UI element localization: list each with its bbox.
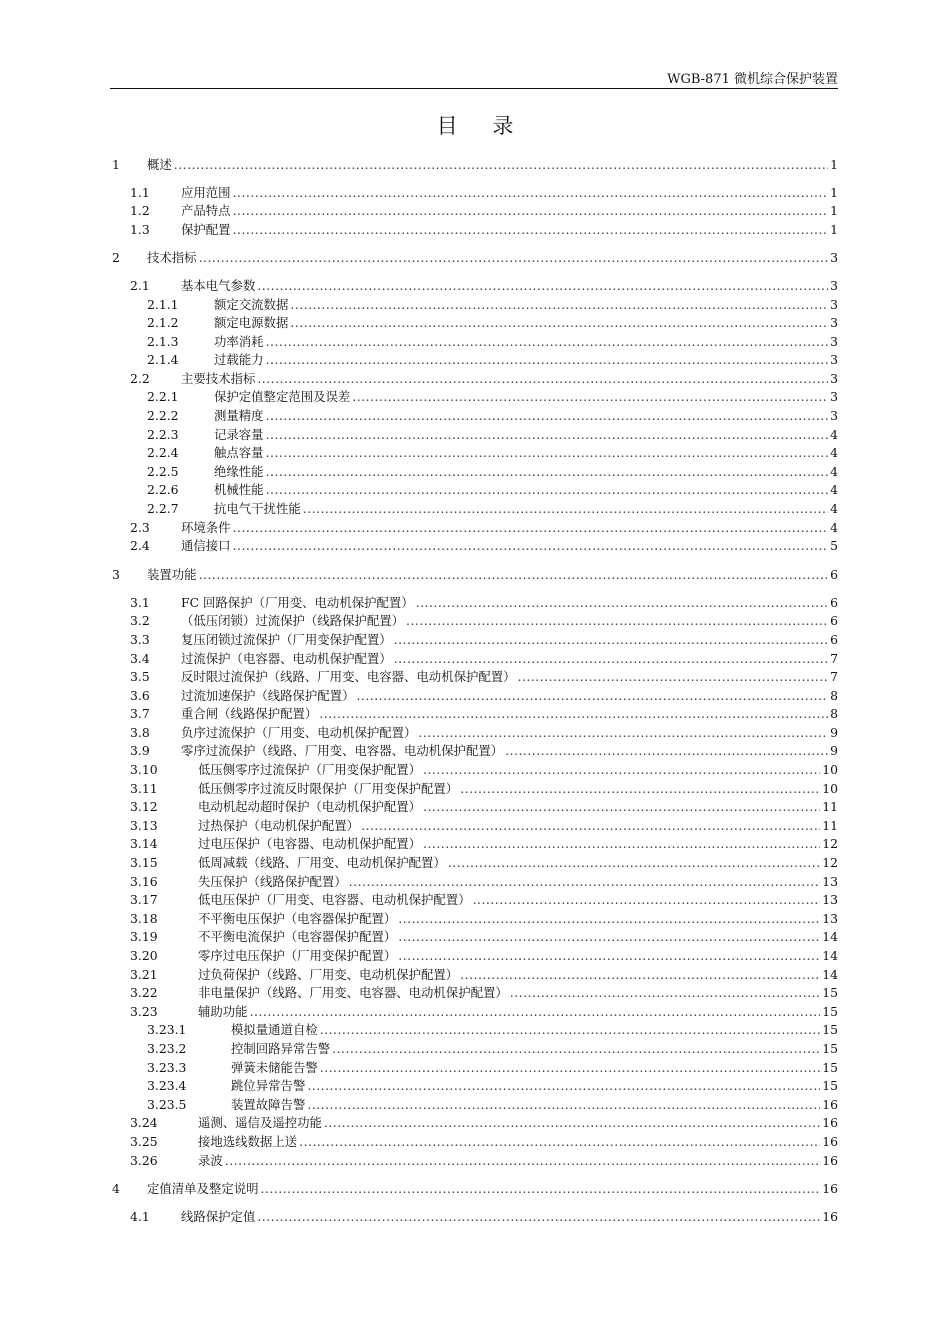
dot-leader: [266, 463, 828, 481]
toc-entry-page: 3: [830, 352, 838, 367]
toc-entry-page: 3: [830, 315, 838, 330]
dot-leader: [394, 650, 828, 668]
toc-entry-number: 3.23.4: [147, 1078, 187, 1093]
toc-entry-number: 2.1.4: [147, 352, 179, 367]
toc-entry-number: 2.2.1: [147, 389, 179, 404]
toc-entry-page: 4: [830, 445, 838, 460]
toc-entry-title: 低周减载（线路、厂用变、电动机保护配置）: [198, 855, 446, 870]
toc-entry-page: 10: [822, 781, 838, 796]
toc-entry-page: 15: [822, 1022, 838, 1037]
toc-entry-number: 2.1.3: [147, 334, 179, 349]
toc-entry-number: 3.4: [130, 651, 150, 666]
dot-leader: [423, 798, 820, 816]
toc-entry-number: 3.5: [130, 669, 150, 684]
dot-leader: [423, 761, 820, 779]
toc-entry[interactable]: [112, 463, 838, 481]
toc-entry-page: 3: [830, 371, 838, 386]
toc-entry-number: 2.2.6: [147, 482, 179, 497]
toc-entry-page: 9: [830, 743, 838, 758]
dot-leader: [361, 817, 820, 835]
toc-entry-title: 不平衡电流保护（电容器保护配置）: [198, 929, 397, 944]
toc-entry-page: 6: [830, 595, 838, 610]
toc-entry-number: 3.18: [130, 911, 158, 926]
toc-entry[interactable]: [112, 1021, 838, 1039]
toc-entry-title: 电动机起动超时保护（电动机保护配置）: [198, 799, 422, 814]
dot-leader: [473, 891, 821, 909]
toc-entry-number: 2.1.2: [147, 315, 179, 330]
toc-entry-page: 13: [822, 892, 838, 907]
dot-leader: [174, 156, 828, 174]
toc-entry[interactable]: [112, 873, 838, 891]
toc-entry-page: 15: [822, 1004, 838, 1019]
toc-entry[interactable]: [112, 835, 838, 853]
toc-entry-page: 4: [830, 464, 838, 479]
toc-entry-title: 产品特点: [181, 203, 231, 218]
toc-entry-page: 16: [822, 1115, 838, 1130]
toc-entry-title: 重合闸（线路保护配置）: [181, 706, 318, 721]
toc-entry[interactable]: [112, 202, 838, 220]
dot-leader: [266, 351, 828, 369]
toc-entry-number: 3.19: [130, 929, 158, 944]
toc-entry-page: 15: [822, 1060, 838, 1075]
toc-entry-page: 15: [822, 1078, 838, 1093]
toc-entry-title: 过电压保护（电容器、电动机保护配置）: [198, 836, 422, 851]
toc-entry-title: 零序过电压保护（厂用变保护配置）: [198, 948, 397, 963]
dot-leader: [299, 1133, 820, 1151]
dot-leader: [418, 724, 828, 742]
toc-entry[interactable]: [112, 481, 838, 499]
toc-entry-page: 9: [830, 725, 838, 740]
dot-leader: [320, 1021, 820, 1039]
dot-leader: [505, 742, 828, 760]
toc-entry-page: 3: [830, 408, 838, 423]
toc-entry-page: 1: [830, 157, 838, 172]
dot-leader: [356, 687, 828, 705]
toc-entry[interactable]: [112, 705, 838, 723]
toc-entry-page: 3: [830, 250, 838, 265]
toc-entry-page: 15: [822, 985, 838, 1000]
toc-entry[interactable]: [112, 566, 838, 584]
dot-leader: [324, 1114, 820, 1132]
toc-entry-number: 3.13: [130, 818, 158, 833]
dot-leader: [518, 668, 828, 686]
toc-entry-number: 3.15: [130, 855, 158, 870]
toc-entry[interactable]: [112, 761, 838, 779]
dot-leader: [233, 221, 828, 239]
toc-entry-number: 3.3: [130, 632, 150, 647]
toc-entry-number: 3.20: [130, 948, 158, 963]
toc-entry[interactable]: [112, 650, 838, 668]
toc-entry-title: 基本电气参数: [181, 278, 256, 293]
toc-entry-page: 10: [822, 762, 838, 777]
toc-entry[interactable]: [112, 687, 838, 705]
dot-leader: [250, 1003, 821, 1021]
toc-entry[interactable]: [112, 314, 838, 332]
dot-leader: [261, 1180, 821, 1198]
toc-entry-number: 2.2.3: [147, 427, 179, 442]
toc-entry-number: 3.26: [130, 1153, 158, 1168]
dot-leader: [257, 370, 828, 388]
dot-leader: [266, 333, 828, 351]
toc-entry[interactable]: [112, 854, 838, 872]
dot-leader: [303, 500, 828, 518]
toc-entry-title: 反时限过流保护（线路、厂用变、电容器、电动机保护配置）: [181, 669, 516, 684]
toc-entry-title: 功率消耗: [214, 334, 264, 349]
toc-entry-page: 1: [830, 185, 838, 200]
toc-entry-page: 6: [830, 632, 838, 647]
toc-entry-page: 16: [822, 1153, 838, 1168]
dot-leader: [398, 910, 820, 928]
dot-leader: [460, 966, 820, 984]
toc-entry-number: 2.2.7: [147, 501, 179, 516]
toc-entry-number: 3.7: [130, 706, 150, 721]
toc-entry-title: 装置功能: [147, 567, 197, 582]
toc-entry-title: 线路保护定值: [181, 1209, 256, 1224]
dot-leader: [510, 984, 820, 1002]
toc-entry-title: 过流加速保护（线路保护配置）: [181, 688, 355, 703]
toc-entry-title: 复压闭锁过流保护（厂用变保护配置）: [181, 632, 392, 647]
toc-entry-title: 机械性能: [214, 482, 264, 497]
toc-entry[interactable]: [112, 249, 838, 267]
toc-entry-number: 3.9: [130, 743, 150, 758]
toc-entry-number: 2.3: [130, 520, 150, 535]
toc-entry-page: 7: [830, 669, 838, 684]
toc-entry-number: 4.1: [130, 1209, 150, 1224]
toc-entry-page: 7: [830, 651, 838, 666]
dot-leader: [266, 481, 828, 499]
toc-entry-title: （低压闭锁）过流保护（线路保护配置）: [181, 613, 405, 628]
toc-entry[interactable]: [112, 500, 838, 518]
toc-entry-number: 3.1: [130, 595, 150, 610]
toc-entry[interactable]: [112, 519, 838, 537]
toc-entry-number: 3.23.5: [147, 1097, 187, 1112]
toc-entry[interactable]: [112, 333, 838, 351]
toc-entry[interactable]: [112, 370, 838, 388]
toc-entry-title: 保护配置: [181, 222, 231, 237]
toc-entry-title: 低压侧零序过流反时限保护（厂用变保护配置）: [198, 781, 459, 796]
toc-entry-page: 6: [830, 613, 838, 628]
toc-entry-title: 抗电气干扰性能: [214, 501, 301, 516]
toc-entry[interactable]: [112, 1208, 838, 1226]
toc-entry-number: 2.2.4: [147, 445, 179, 460]
dot-leader: [266, 426, 828, 444]
toc-entry[interactable]: [112, 1114, 838, 1132]
toc-entry-title: 测量精度: [214, 408, 264, 423]
toc-entry[interactable]: [112, 891, 838, 909]
toc-entry-title: 遥测、遥信及遥控功能: [198, 1115, 322, 1130]
toc-entry-number: 4: [112, 1181, 120, 1196]
running-header: WGB-871 微机综合保护装置: [667, 72, 838, 87]
toc-entry-number: 2: [112, 250, 120, 265]
toc-entry-title: 非电量保护（线路、厂用变、电容器、电动机保护配置）: [198, 985, 508, 1000]
toc-entry-number: 3.8: [130, 725, 150, 740]
dot-leader: [225, 1152, 820, 1170]
toc-entry-title: 应用范围: [181, 185, 231, 200]
toc-entry-page: 14: [822, 967, 838, 982]
dot-leader: [233, 202, 828, 220]
toc-entry-page: 16: [822, 1134, 838, 1149]
toc-entry-page: 16: [822, 1181, 838, 1196]
dot-leader: [416, 594, 828, 612]
toc-entry-title: 不平衡电压保护（电容器保护配置）: [198, 911, 397, 926]
toc-entry-page: 4: [830, 427, 838, 442]
toc-entry-title: 低电压保护（厂用变、电容器、电动机保护配置）: [198, 892, 471, 907]
toc-entry[interactable]: [112, 1003, 838, 1021]
toc-entry[interactable]: [112, 1077, 838, 1095]
toc-entry[interactable]: [112, 537, 838, 555]
toc-entry-page: 6: [830, 567, 838, 582]
toc-entry-title: 录波: [198, 1153, 223, 1168]
toc-entry-page: 3: [830, 278, 838, 293]
toc-entry-title: 概述: [147, 157, 172, 172]
header-rule: [110, 88, 838, 89]
toc-entry[interactable]: [112, 780, 838, 798]
toc-entry-number: 2.2.2: [147, 408, 179, 423]
toc-entry-number: 3: [112, 567, 120, 582]
dot-leader: [257, 1208, 820, 1226]
dot-leader: [290, 296, 828, 314]
toc-entry-page: 13: [822, 874, 838, 889]
toc-entry[interactable]: [112, 928, 838, 946]
dot-leader: [349, 873, 821, 891]
toc-entry-number: 3.11: [130, 781, 158, 796]
toc-entry[interactable]: [112, 1096, 838, 1114]
toc-entry-page: 15: [822, 1041, 838, 1056]
toc-entry[interactable]: [112, 444, 838, 462]
toc-entry[interactable]: [112, 277, 838, 295]
toc-entry-page: 12: [822, 836, 838, 851]
toc-entry-number: 3.22: [130, 985, 158, 1000]
toc-entry[interactable]: [112, 1133, 838, 1151]
toc-entry-title: 过流保护（电容器、电动机保护配置）: [181, 651, 392, 666]
toc-entry-title: 弹簧未储能告警: [231, 1060, 318, 1075]
dot-leader: [199, 249, 828, 267]
toc-entry-title: 失压保护（线路保护配置）: [198, 874, 347, 889]
dot-leader: [290, 314, 828, 332]
toc-entry[interactable]: [112, 724, 838, 742]
toc-entry-title: 零序过流保护（线路、厂用变、电容器、电动机保护配置）: [181, 743, 504, 758]
toc-entry[interactable]: [112, 426, 838, 444]
dot-leader: [319, 705, 828, 723]
toc-entry-title: 辅助功能: [198, 1004, 248, 1019]
toc-entry[interactable]: [112, 296, 838, 314]
toc-entry-page: 14: [822, 948, 838, 963]
dot-leader: [233, 184, 828, 202]
toc-entry[interactable]: [112, 1180, 838, 1198]
toc-entry-number: 3.23.1: [147, 1022, 187, 1037]
toc-entry[interactable]: [112, 984, 838, 1002]
toc-entry-number: 2.2: [130, 371, 150, 386]
toc-entry-page: 13: [822, 911, 838, 926]
toc-entry-title: 负序过流保护（厂用变、电动机保护配置）: [181, 725, 417, 740]
toc-entry-page: 5: [830, 538, 838, 553]
toc-entry-number: 3.17: [130, 892, 158, 907]
toc-entry[interactable]: [112, 817, 838, 835]
toc-entry-page: 1: [830, 203, 838, 218]
dot-leader: [307, 1077, 820, 1095]
toc-entry-number: 3.23.2: [147, 1041, 187, 1056]
toc-entry-number: 3.21: [130, 967, 158, 982]
toc-entry-number: 3.23.3: [147, 1060, 187, 1075]
toc-entry[interactable]: [112, 910, 838, 928]
toc-entry-title: 触点容量: [214, 445, 264, 460]
toc-entry-title: 跳位异常告警: [231, 1078, 306, 1093]
toc-entry-number: 1.1: [130, 185, 150, 200]
dot-leader: [320, 1059, 820, 1077]
toc-entry[interactable]: [112, 388, 838, 406]
toc-entry[interactable]: [112, 407, 838, 425]
toc-entry-page: 3: [830, 334, 838, 349]
toc-entry-title: 过负荷保护（线路、厂用变、电动机保护配置）: [198, 967, 459, 982]
toc-entry-page: 16: [822, 1209, 838, 1224]
toc-entry-title: 记录容量: [214, 427, 264, 442]
toc-entry-number: 3.2: [130, 613, 150, 628]
toc-entry-number: 3.16: [130, 874, 158, 889]
toc-entry-title: 过载能力: [214, 352, 264, 367]
toc-entry-title: 额定电源数据: [214, 315, 289, 330]
toc-entry-page: 4: [830, 501, 838, 516]
toc-entry-number: 3.14: [130, 836, 158, 851]
toc-entry[interactable]: [112, 631, 838, 649]
toc-entry-title: FC 回路保护（厂用变、电动机保护配置）: [181, 595, 414, 610]
toc-entry-page: 3: [830, 389, 838, 404]
toc-entry-page: 3: [830, 297, 838, 312]
toc-entry-page: 14: [822, 929, 838, 944]
toc-entry-title: 过热保护（电动机保护配置）: [198, 818, 360, 833]
toc-entry-title: 绝缘性能: [214, 464, 264, 479]
dot-leader: [460, 780, 820, 798]
toc-entry[interactable]: [112, 351, 838, 369]
dot-leader: [448, 854, 820, 872]
page-title: 目 录: [436, 114, 528, 138]
toc-entry[interactable]: [112, 221, 838, 239]
toc-entry-number: 1.3: [130, 222, 150, 237]
toc-entry-number: 2.2.5: [147, 464, 179, 479]
toc-entry-number: 2.1.1: [147, 297, 179, 312]
dot-leader: [307, 1096, 820, 1114]
toc-entry-number: 3.10: [130, 762, 158, 777]
dot-leader: [257, 277, 828, 295]
toc-entry-title: 技术指标: [147, 250, 197, 265]
toc-entry-number: 3.12: [130, 799, 158, 814]
toc-entry-title: 低压侧零序过流保护（厂用变保护配置）: [198, 762, 422, 777]
toc-entry-number: 2.4: [130, 538, 150, 553]
toc-entry-number: 3.6: [130, 688, 150, 703]
toc-entry[interactable]: [112, 594, 838, 612]
toc-entry-title: 主要技术指标: [181, 371, 256, 386]
toc-entry[interactable]: [112, 156, 838, 174]
toc-entry-number: 3.25: [130, 1134, 158, 1149]
toc-entry-title: 额定交流数据: [214, 297, 289, 312]
dot-leader: [332, 1040, 820, 1058]
dot-leader: [398, 928, 820, 946]
toc-entry[interactable]: [112, 1040, 838, 1058]
toc-entry-title: 环境条件: [181, 520, 231, 535]
toc-entry[interactable]: [112, 947, 838, 965]
dot-leader: [423, 835, 820, 853]
toc-entry-page: 16: [822, 1097, 838, 1112]
dot-leader: [394, 631, 828, 649]
toc-entry-number: 1: [112, 157, 120, 172]
toc-entry-title: 保护定值整定范围及误差: [214, 389, 351, 404]
dot-leader: [266, 444, 828, 462]
toc-entry-page: 11: [822, 818, 838, 833]
toc-entry[interactable]: [112, 612, 838, 630]
dot-leader: [199, 566, 828, 584]
toc-entry[interactable]: [112, 668, 838, 686]
toc-entry-page: 4: [830, 520, 838, 535]
toc-entry[interactable]: [112, 798, 838, 816]
toc-entry-title: 装置故障告警: [231, 1097, 306, 1112]
toc-entry-number: 1.2: [130, 203, 150, 218]
toc-entry[interactable]: [112, 966, 838, 984]
dot-leader: [233, 519, 828, 537]
toc-entry-number: 2.1: [130, 278, 150, 293]
dot-leader: [352, 388, 828, 406]
toc-entry-number: 3.23: [130, 1004, 158, 1019]
toc-entry-page: 11: [822, 799, 838, 814]
toc-entry-page: 4: [830, 482, 838, 497]
dot-leader: [266, 407, 828, 425]
dot-leader: [406, 612, 828, 630]
toc-entry-number: 3.24: [130, 1115, 158, 1130]
dot-leader: [398, 947, 820, 965]
toc-entry-page: 12: [822, 855, 838, 870]
toc-entry[interactable]: [112, 1059, 838, 1077]
toc-entry-title: 模拟量通道自检: [231, 1022, 318, 1037]
toc-entry[interactable]: [112, 742, 838, 760]
dot-leader: [233, 537, 828, 555]
toc-entry-page: 8: [830, 688, 838, 703]
toc-entry-title: 定值清单及整定说明: [147, 1181, 259, 1196]
toc-entry[interactable]: [112, 184, 838, 202]
toc-entry-title: 接地选线数据上送: [198, 1134, 298, 1149]
toc-entry-title: 通信接口: [181, 538, 231, 553]
toc-entry-page: 8: [830, 706, 838, 721]
toc-entry-page: 1: [830, 222, 838, 237]
toc-entry[interactable]: [112, 1152, 838, 1170]
toc-entry-title: 控制回路异常告警: [231, 1041, 331, 1056]
